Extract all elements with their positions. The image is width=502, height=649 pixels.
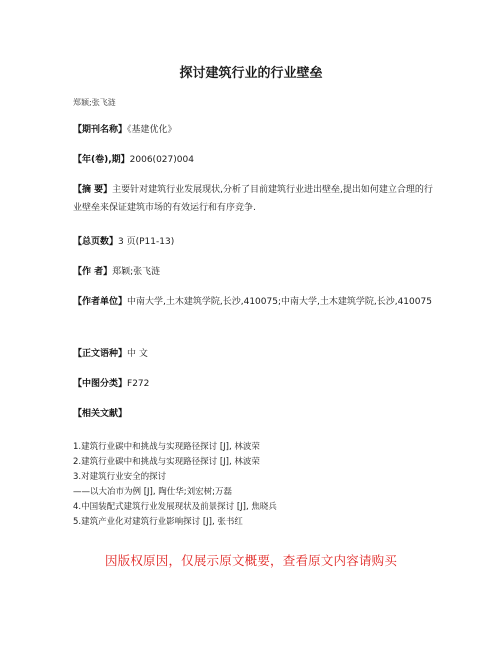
affiliation-field [73,293,433,311]
reference-item: 1.建筑行业碳中和挑战与实现路径探讨 [J], 林波荣 [73,442,260,452]
classification-value: F272 [127,379,150,389]
author-value: 郑颖;张飞涟 [112,267,161,277]
authors-line: 郑颖;张飞涟 [73,98,116,107]
abstract-label: 【摘 要】 [73,185,113,195]
author-field [73,263,433,281]
reference-list [73,440,433,530]
pages-value: 3 页(P11-13) [118,237,175,247]
affiliation-label: 【作者单位】 [73,297,128,307]
year-field [73,151,433,169]
abstract-field [73,181,433,217]
reference-item: 5.建筑产业化对建筑行业影响探讨 [J], 张书红 [73,517,243,527]
copyright-notice: 因版权原因，仅展示原文概要，查看原文内容请购买 [104,553,398,568]
related-label: 【相关文献】 [73,409,128,419]
reference-item: 2.建筑行业碳中和挑战与实现路径探讨 [J], 林波荣 [73,457,260,467]
pages-label: 【总页数】 [73,237,119,247]
affiliation-value: 中南大学,土木建筑学院,长沙,410075;中南大学,土木建筑学院,长沙,410075 [127,297,432,307]
reference-item: 4.中国装配式建筑行业发展现状及前景探讨 [J], 焦晓兵 [73,502,277,512]
abstract-value: 主要针对建筑行业发展现状,分析了目前建筑行业进出壁垒,提出如何建立合理的行业壁垒来保证建筑市场的有效运行和有序竞争. [73,185,433,213]
author-label: 【作 者】 [73,267,113,277]
classification-field [73,375,433,393]
reference-item: ——以大冶市为例 [J], 陶仕华;刘宏树;万磊 [73,487,232,497]
year-label: 【年(卷),期】 [73,155,130,165]
reference-item: 3.对建筑行业安全的探讨 [73,472,167,482]
journal-value: 《基建优化》 [127,125,177,135]
page-title: 探讨建筑行业的行业壁垒 [179,66,323,81]
year-value: 2006(027)004 [129,155,194,165]
language-label: 【正文语种】 [73,349,128,359]
pages-field [73,233,433,251]
language-value: 中 文 [127,349,148,359]
journal-field [73,121,433,139]
classification-label: 【中图分类】 [73,379,128,389]
language-field [73,345,433,363]
related-field [73,405,433,423]
journal-label: 【期刊名称】 [73,125,128,135]
